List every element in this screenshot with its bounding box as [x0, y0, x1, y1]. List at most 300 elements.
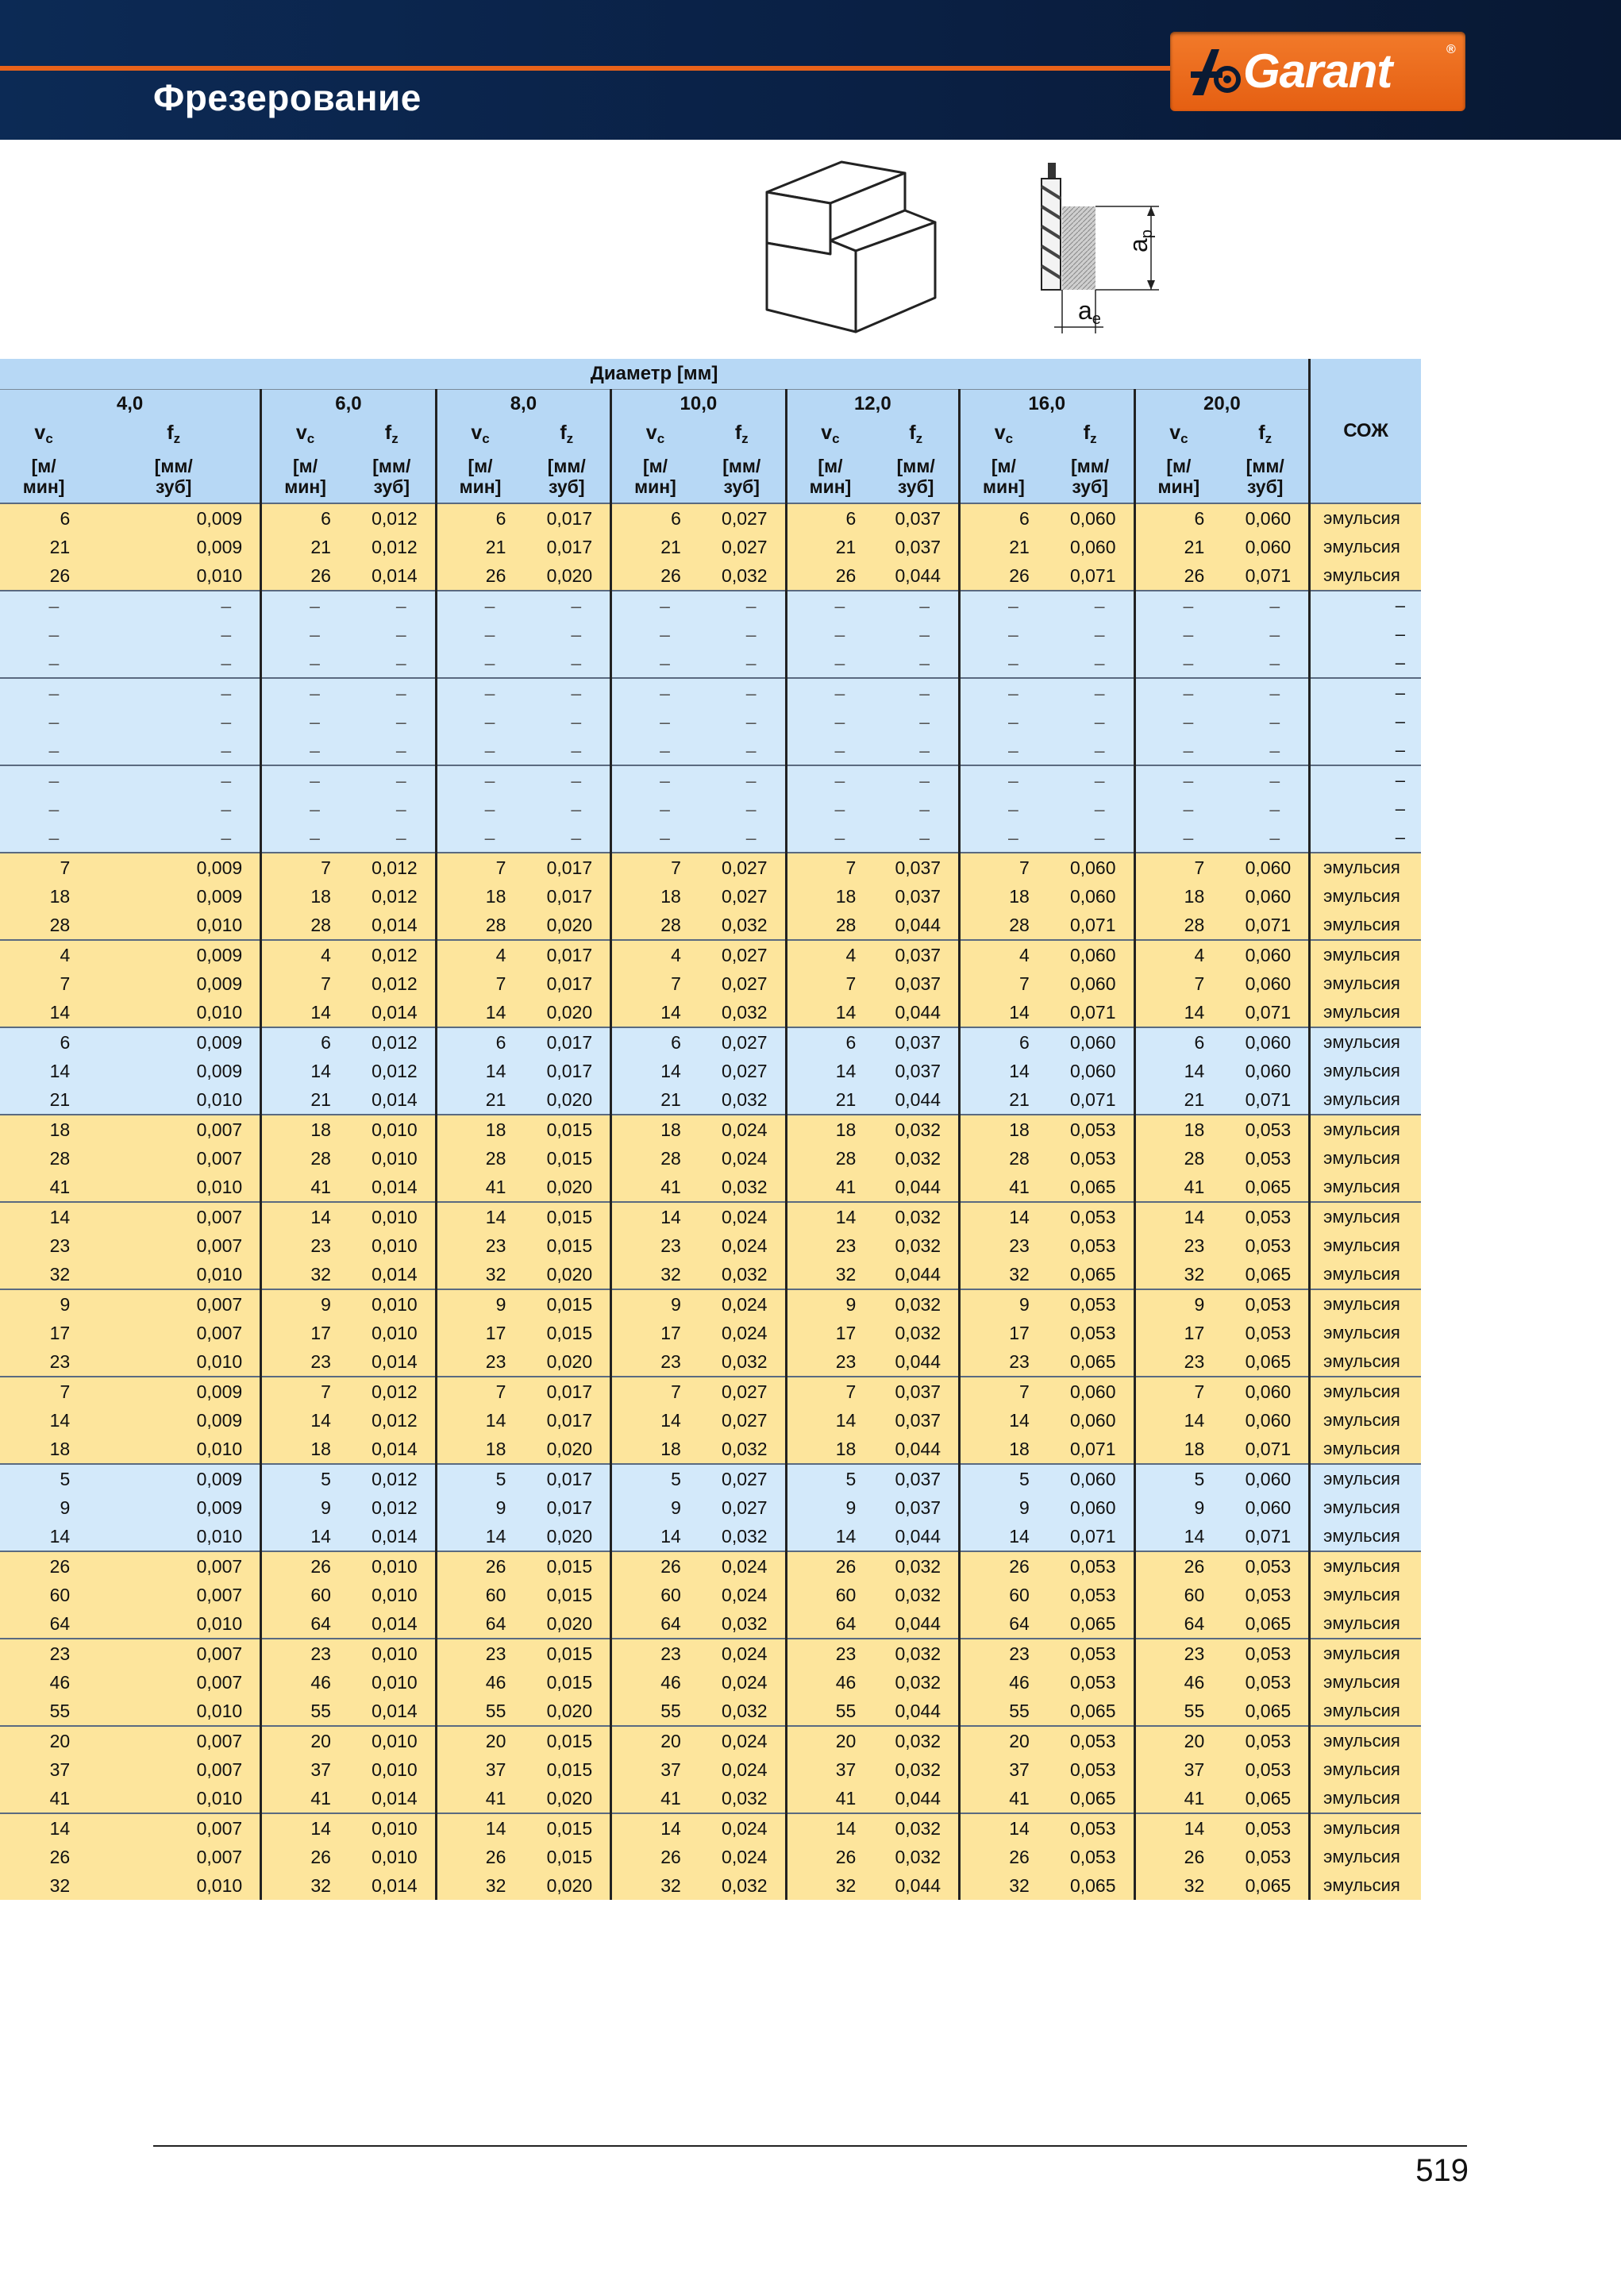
vc-cell: 7 — [1134, 1377, 1222, 1406]
fz-cell: – — [1047, 620, 1134, 649]
coolant-cell: – — [1310, 649, 1421, 678]
fz-cell: 0,009 — [87, 1493, 260, 1522]
coolant-cell: эмульсия — [1310, 1697, 1421, 1726]
coolant-cell: эмульсия — [1310, 1115, 1421, 1144]
vc-cell: – — [611, 678, 699, 707]
fz-cell: 0,027 — [699, 1057, 786, 1085]
vc-cell: 6 — [1134, 503, 1222, 533]
fz-symbol — [873, 418, 959, 450]
coolant-cell: эмульсия — [1310, 1522, 1421, 1551]
vc-cell: 23 — [786, 1347, 873, 1377]
fz-cell: 0,060 — [1222, 853, 1309, 882]
vc-cell: – — [960, 795, 1047, 823]
vc-cell: – — [786, 795, 873, 823]
fz-unit-line1: [мм/ — [722, 456, 761, 476]
fz-cell: 0,015 — [523, 1843, 610, 1871]
vc-cell: 5 — [960, 1464, 1047, 1493]
fz-cell: 0,010 — [87, 1347, 260, 1377]
vc-cell: 32 — [611, 1871, 699, 1900]
vc-cell: 55 — [1134, 1697, 1222, 1726]
fz-cell: 0,032 — [873, 1115, 959, 1144]
vc-cell: 14 — [261, 1813, 348, 1843]
fz-cell: 0,071 — [1222, 998, 1309, 1027]
vc-cell: 6 — [436, 503, 523, 533]
fz-cell: 0,020 — [523, 561, 610, 591]
vc-cell: 14 — [261, 998, 348, 1027]
vc-cell: – — [786, 823, 873, 853]
fz-cell: 0,037 — [873, 533, 959, 561]
vc-cell: 60 — [960, 1581, 1047, 1609]
fz-cell: – — [87, 707, 260, 736]
fz-cell: 0,053 — [1222, 1231, 1309, 1260]
fz-cell: 0,024 — [699, 1231, 786, 1260]
vc-cell: 7 — [960, 853, 1047, 882]
vc-subscript: c — [482, 431, 490, 446]
fz-unit-line2: зуб] — [155, 476, 192, 497]
vc-cell: 17 — [611, 1319, 699, 1347]
fz-cell: 0,010 — [87, 1697, 260, 1726]
fz-cell: 0,037 — [873, 853, 959, 882]
vc-cell: 41 — [960, 1173, 1047, 1202]
fz-cell: 0,044 — [873, 1784, 959, 1813]
fz-cell: 0,060 — [1047, 969, 1134, 998]
vc-unit — [261, 450, 348, 503]
fz-cell: 0,020 — [523, 1347, 610, 1377]
diameter-cell: 4,0 — [0, 390, 261, 419]
vc-cell: 18 — [786, 1115, 873, 1144]
vc-cell: – — [0, 765, 87, 795]
table-row — [0, 765, 1421, 795]
vc-cell: 14 — [436, 998, 523, 1027]
vc-cell: 7 — [0, 853, 87, 882]
fz-cell: 0,010 — [87, 998, 260, 1027]
vc-cell: 7 — [1134, 969, 1222, 998]
fz-cell: – — [699, 823, 786, 853]
vc-cell: 9 — [261, 1493, 348, 1522]
vc-cell: 28 — [436, 1144, 523, 1173]
vc-cell: 32 — [0, 1260, 87, 1289]
vc-symbol-text: v — [994, 422, 1006, 444]
fz-cell: – — [873, 649, 959, 678]
vc-cell: 64 — [1134, 1609, 1222, 1639]
coolant-cell: – — [1310, 591, 1421, 620]
table-row — [0, 1260, 1421, 1289]
vc-symbol-text: v — [821, 422, 833, 444]
fz-cell: – — [87, 591, 260, 620]
fz-cell: 0,044 — [873, 1085, 959, 1115]
fz-unit — [87, 450, 260, 503]
fz-cell: 0,007 — [87, 1668, 260, 1697]
fz-cell: 0,032 — [873, 1144, 959, 1173]
fz-cell: 0,010 — [348, 1144, 436, 1173]
vc-unit — [436, 450, 523, 503]
vc-cell: 26 — [786, 1843, 873, 1871]
fz-cell: – — [1047, 591, 1134, 620]
vc-cell: 4 — [436, 940, 523, 969]
fz-unit — [523, 450, 610, 503]
coolant-header: СОЖ — [1310, 359, 1421, 503]
fz-cell: 0,012 — [348, 1464, 436, 1493]
vc-cell: 18 — [436, 882, 523, 911]
fz-cell: 0,020 — [523, 911, 610, 940]
fz-cell: 0,053 — [1047, 1581, 1134, 1609]
vc-cell: 23 — [261, 1347, 348, 1377]
vc-cell: – — [1134, 795, 1222, 823]
fz-cell: 0,024 — [699, 1639, 786, 1668]
vc-cell: – — [960, 707, 1047, 736]
fz-cell: 0,060 — [1047, 503, 1134, 533]
fz-cell: 0,037 — [873, 969, 959, 998]
fz-cell: – — [1222, 736, 1309, 765]
fz-cell: 0,053 — [1222, 1319, 1309, 1347]
vc-cell: 28 — [436, 911, 523, 940]
vc-cell: 4 — [611, 940, 699, 969]
vc-unit-line2: мин] — [284, 476, 326, 497]
fz-cell: 0,007 — [87, 1639, 260, 1668]
vc-cell: 41 — [436, 1173, 523, 1202]
vc-cell: 7 — [0, 1377, 87, 1406]
vc-cell: 7 — [960, 1377, 1047, 1406]
vc-cell: 46 — [436, 1668, 523, 1697]
fz-cell: 0,060 — [1047, 1464, 1134, 1493]
vc-cell: 28 — [786, 911, 873, 940]
fz-cell: 0,032 — [873, 1843, 959, 1871]
fz-cell: 0,009 — [87, 940, 260, 969]
fz-cell: 0,014 — [348, 1435, 436, 1464]
garant-logo — [1170, 32, 1465, 111]
coolant-cell: эмульсия — [1310, 1551, 1421, 1581]
vc-cell: 37 — [960, 1755, 1047, 1784]
vc-cell: 9 — [960, 1289, 1047, 1319]
vc-cell: 14 — [1134, 998, 1222, 1027]
fz-cell: 0,024 — [699, 1581, 786, 1609]
fz-cell: 0,017 — [523, 969, 610, 998]
vc-cell: 4 — [1134, 940, 1222, 969]
fz-cell: 0,071 — [1222, 1435, 1309, 1464]
fz-cell: 0,024 — [699, 1755, 786, 1784]
vc-cell: 41 — [786, 1784, 873, 1813]
fz-cell: – — [699, 678, 786, 707]
vc-cell: – — [960, 678, 1047, 707]
fz-cell: 0,071 — [1222, 1522, 1309, 1551]
fz-symbol-text: f — [1258, 422, 1265, 444]
fz-cell: 0,015 — [523, 1115, 610, 1144]
coolant-cell: эмульсия — [1310, 1377, 1421, 1406]
vc-subscript: c — [1005, 431, 1014, 446]
fz-cell: – — [348, 823, 436, 853]
fz-cell: 0,024 — [699, 1202, 786, 1231]
vc-cell: – — [0, 678, 87, 707]
vc-cell: 23 — [1134, 1347, 1222, 1377]
table-row — [0, 1609, 1421, 1639]
vc-unit-line1: [м/ — [818, 456, 843, 476]
fz-symbol-text: f — [909, 422, 916, 444]
fz-cell: 0,015 — [523, 1755, 610, 1784]
vc-unit — [0, 450, 87, 503]
vc-cell: 5 — [611, 1464, 699, 1493]
fz-cell: 0,015 — [523, 1202, 610, 1231]
fz-cell: 0,012 — [348, 882, 436, 911]
fz-cell: – — [699, 736, 786, 765]
fz-cell: 0,037 — [873, 1057, 959, 1085]
vc-cell: 55 — [436, 1697, 523, 1726]
fz-cell: 0,020 — [523, 1260, 610, 1289]
vc-cell: – — [436, 620, 523, 649]
fz-cell: – — [348, 795, 436, 823]
diameter-cell: 6,0 — [261, 390, 436, 419]
vc-cell: 7 — [261, 1377, 348, 1406]
vc-symbol-text: v — [645, 422, 657, 444]
fz-cell: 0,065 — [1222, 1784, 1309, 1813]
vc-symbol-text: v — [471, 422, 483, 444]
fz-cell: 0,027 — [699, 969, 786, 998]
fz-cell: 0,071 — [1047, 1085, 1134, 1115]
vc-subscript: c — [306, 431, 315, 446]
fz-cell: 0,009 — [87, 533, 260, 561]
fz-cell: 0,009 — [87, 1406, 260, 1435]
vc-cell: – — [1134, 678, 1222, 707]
fz-cell: 0,065 — [1222, 1871, 1309, 1900]
fz-cell: 0,010 — [348, 1813, 436, 1843]
vc-cell: 14 — [786, 1202, 873, 1231]
fz-cell: 0,065 — [1222, 1697, 1309, 1726]
vc-cell: 21 — [0, 533, 87, 561]
vc-cell: 18 — [261, 882, 348, 911]
fz-cell: – — [1222, 620, 1309, 649]
fz-cell: – — [87, 620, 260, 649]
vc-cell: 26 — [436, 1551, 523, 1581]
coolant-cell: эмульсия — [1310, 1260, 1421, 1289]
vc-cell: – — [0, 649, 87, 678]
vc-cell: 14 — [1134, 1202, 1222, 1231]
coolant-cell: эмульсия — [1310, 1231, 1421, 1260]
fz-cell: 0,060 — [1047, 1027, 1134, 1057]
vc-cell: 6 — [0, 1027, 87, 1057]
fz-cell: 0,032 — [699, 911, 786, 940]
vc-cell: 26 — [261, 1843, 348, 1871]
vc-cell: 46 — [261, 1668, 348, 1697]
vc-unit-line2: мин] — [634, 476, 676, 497]
vc-cell: 7 — [786, 969, 873, 998]
fz-symbol — [1047, 418, 1134, 450]
end-mill-tool-icon — [1042, 163, 1061, 290]
fz-cell: 0,020 — [523, 1435, 610, 1464]
fz-cell: 0,065 — [1047, 1260, 1134, 1289]
fz-cell: 0,053 — [1222, 1144, 1309, 1173]
fz-cell: 0,020 — [523, 1522, 610, 1551]
vc-cell: 14 — [786, 1813, 873, 1843]
fz-cell: 0,060 — [1222, 1377, 1309, 1406]
fz-cell: 0,060 — [1047, 1057, 1134, 1085]
vc-cell: 14 — [611, 1057, 699, 1085]
vc-cell: 6 — [960, 1027, 1047, 1057]
vc-cell: 28 — [261, 911, 348, 940]
diameter-row — [0, 390, 1421, 419]
fz-cell: 0,017 — [523, 1377, 610, 1406]
vc-cell: – — [611, 765, 699, 795]
vc-cell: 21 — [611, 1085, 699, 1115]
fz-cell: 0,053 — [1222, 1755, 1309, 1784]
fz-cell: – — [1047, 678, 1134, 707]
vc-cell: 55 — [611, 1697, 699, 1726]
fz-cell: 0,032 — [699, 1173, 786, 1202]
vc-cell: 41 — [611, 1784, 699, 1813]
coolant-cell: эмульсия — [1310, 1085, 1421, 1115]
fz-cell: 0,014 — [348, 1522, 436, 1551]
vc-cell: 23 — [611, 1231, 699, 1260]
fz-cell: 0,053 — [1222, 1551, 1309, 1581]
table-row — [0, 1726, 1421, 1755]
vc-cell: – — [436, 823, 523, 853]
vc-cell: – — [786, 678, 873, 707]
vc-cell: 37 — [1134, 1755, 1222, 1784]
fz-cell: – — [348, 649, 436, 678]
vc-cell: – — [0, 795, 87, 823]
ap-label: ap — [1124, 229, 1156, 252]
vc-cell: 14 — [611, 1202, 699, 1231]
unit-row — [0, 450, 1421, 503]
fz-cell: – — [87, 649, 260, 678]
vc-cell: 18 — [960, 1115, 1047, 1144]
vc-cell: 9 — [1134, 1289, 1222, 1319]
vc-cell: 9 — [436, 1289, 523, 1319]
fz-cell: – — [523, 795, 610, 823]
vc-cell: 7 — [261, 853, 348, 882]
fz-cell: 0,060 — [1222, 1057, 1309, 1085]
fz-cell: 0,071 — [1047, 911, 1134, 940]
vc-cell: 14 — [960, 1522, 1047, 1551]
vc-cell: 21 — [960, 533, 1047, 561]
fz-cell: – — [87, 678, 260, 707]
table-row — [0, 1522, 1421, 1551]
vc-cell: – — [0, 620, 87, 649]
diameter-cell: 8,0 — [436, 390, 610, 419]
vc-cell: 6 — [261, 1027, 348, 1057]
vc-cell: 41 — [0, 1784, 87, 1813]
vc-cell: 7 — [261, 969, 348, 998]
coolant-cell: эмульсия — [1310, 1581, 1421, 1609]
vc-cell: 9 — [786, 1289, 873, 1319]
vc-cell: 26 — [611, 1843, 699, 1871]
fz-subscript: z — [391, 431, 399, 446]
fz-cell: 0,015 — [523, 1144, 610, 1173]
vc-cell: 64 — [611, 1609, 699, 1639]
vc-symbol — [0, 418, 87, 450]
vc-cell: 32 — [786, 1260, 873, 1289]
vc-cell: 26 — [261, 1551, 348, 1581]
fz-unit-line1: [мм/ — [1071, 456, 1110, 476]
vc-cell: 7 — [611, 853, 699, 882]
fz-cell: 0,014 — [348, 1173, 436, 1202]
vc-cell: 18 — [611, 1435, 699, 1464]
fz-cell: – — [523, 620, 610, 649]
vc-cell: – — [611, 707, 699, 736]
diameter-header: Диаметр [мм] — [590, 363, 718, 384]
fz-cell: 0,027 — [699, 1493, 786, 1522]
vc-cell: 14 — [960, 998, 1047, 1027]
vc-cell: 23 — [0, 1347, 87, 1377]
vc-cell: 21 — [786, 533, 873, 561]
fz-cell: 0,053 — [1047, 1755, 1134, 1784]
vc-cell: 18 — [261, 1115, 348, 1144]
vc-cell: 37 — [436, 1755, 523, 1784]
fz-cell: 0,017 — [523, 853, 610, 882]
vc-cell: 23 — [0, 1231, 87, 1260]
fz-cell: 0,027 — [699, 1377, 786, 1406]
vc-cell: – — [436, 649, 523, 678]
fz-cell: – — [699, 649, 786, 678]
vc-cell: – — [786, 649, 873, 678]
fz-cell: – — [87, 736, 260, 765]
fz-cell: 0,017 — [523, 1057, 610, 1085]
fz-cell: – — [873, 678, 959, 707]
vc-cell: – — [1134, 707, 1222, 736]
fz-unit — [348, 450, 436, 503]
fz-cell: – — [699, 707, 786, 736]
vc-cell: 64 — [261, 1609, 348, 1639]
vc-cell: 21 — [1134, 533, 1222, 561]
logo-wordmark: Garant — [1243, 44, 1392, 98]
vc-unit-line2: мин] — [983, 476, 1025, 497]
vc-cell: 32 — [261, 1871, 348, 1900]
fz-cell: 0,007 — [87, 1813, 260, 1843]
vc-cell: 21 — [436, 533, 523, 561]
fz-cell: 0,010 — [348, 1843, 436, 1871]
vc-symbol-text: v — [1169, 422, 1181, 444]
vc-cell: 28 — [960, 1144, 1047, 1173]
fz-cell: 0,010 — [87, 1871, 260, 1900]
vc-cell: 26 — [786, 1551, 873, 1581]
fz-cell: 0,060 — [1047, 882, 1134, 911]
vc-symbol — [436, 418, 523, 450]
vc-cell: – — [960, 649, 1047, 678]
table-row — [0, 998, 1421, 1027]
fz-cell: 0,037 — [873, 882, 959, 911]
vc-cell: – — [960, 765, 1047, 795]
vc-cell: 14 — [0, 1522, 87, 1551]
fz-cell: 0,010 — [348, 1639, 436, 1668]
vc-unit — [786, 450, 873, 503]
fz-cell: 0,032 — [699, 1609, 786, 1639]
fz-cell: – — [348, 765, 436, 795]
vc-unit — [960, 450, 1047, 503]
vc-cell: – — [261, 736, 348, 765]
coolant-cell: эмульсия — [1310, 1435, 1421, 1464]
fz-unit-line1: [мм/ — [372, 456, 411, 476]
vc-cell: 20 — [786, 1726, 873, 1755]
vc-cell: 14 — [1134, 1057, 1222, 1085]
fz-cell: 0,027 — [699, 1027, 786, 1057]
vc-cell: 14 — [611, 1813, 699, 1843]
fz-cell: 0,032 — [873, 1551, 959, 1581]
fz-cell: 0,014 — [348, 1347, 436, 1377]
fz-cell: 0,009 — [87, 1057, 260, 1085]
vc-cell: – — [261, 591, 348, 620]
vc-cell: 28 — [786, 1144, 873, 1173]
fz-cell: 0,053 — [1047, 1289, 1134, 1319]
vc-cell: 41 — [0, 1173, 87, 1202]
vc-cell: 14 — [1134, 1522, 1222, 1551]
table-row — [0, 1435, 1421, 1464]
fz-cell: 0,010 — [87, 911, 260, 940]
fz-cell: 0,065 — [1047, 1871, 1134, 1900]
diameter-cell: 10,0 — [611, 390, 786, 419]
vc-cell: 14 — [261, 1202, 348, 1231]
fz-cell: – — [523, 707, 610, 736]
table-row — [0, 1813, 1421, 1843]
vc-cell: – — [960, 591, 1047, 620]
fz-cell: 0,032 — [873, 1231, 959, 1260]
